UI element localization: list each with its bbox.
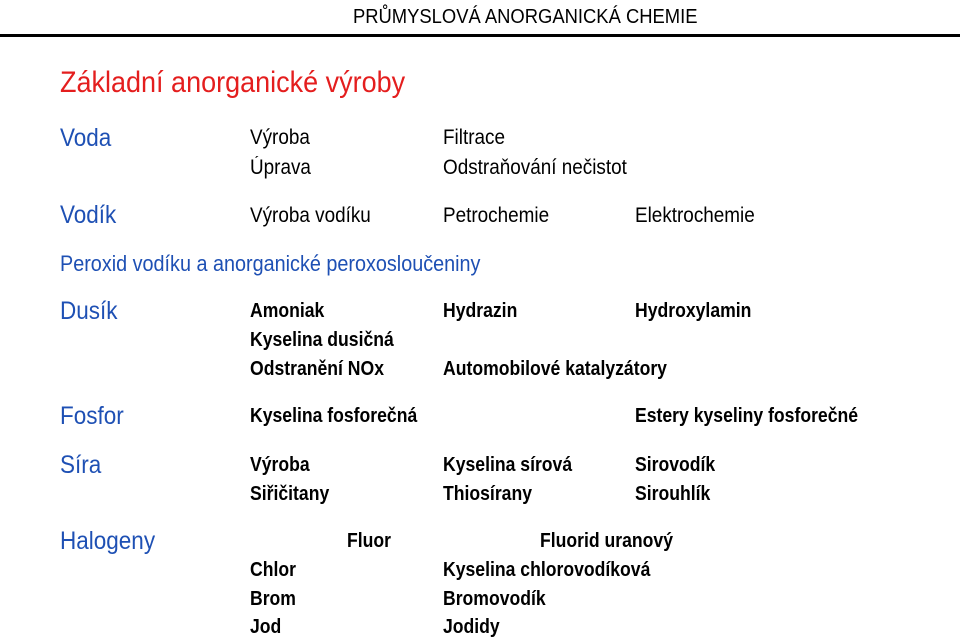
halogeny-item-fluor: Fluor <box>347 530 391 552</box>
voda-item-vyroba: Výroba <box>250 126 310 149</box>
vodik-item-petrochemie: Petrochemie <box>443 204 550 227</box>
sira-item-siricitany: Siřičitany <box>250 483 330 505</box>
section-sira-label: Síra <box>60 451 102 479</box>
sira-item-sirovodik: Sirovodík <box>635 454 716 476</box>
dusik-item-odstraneni-nox: Odstranění NOx <box>250 358 384 380</box>
dusik-item-hydrazin: Hydrazin <box>443 300 518 322</box>
page-title: Základní anorganické výroby <box>60 66 406 99</box>
vodik-item-elektrochemie: Elektrochemie <box>635 204 755 227</box>
fosfor-item-estery: Estery kyseliny fosforečné <box>635 405 859 427</box>
halogeny-item-chlor: Chlor <box>250 559 296 581</box>
section-halogeny-label: Halogeny <box>60 527 156 555</box>
section-voda-label: Voda <box>60 124 112 152</box>
halogeny-item-brom: Brom <box>250 588 296 610</box>
halogeny-item-jodidy: Jodidy <box>443 616 500 638</box>
section-peroxid-label: Peroxid vodíku a anorganické peroxosloučeniny <box>60 251 481 276</box>
section-vodik-label: Vodík <box>60 201 117 229</box>
sira-item-vyroba: Výroba <box>250 454 310 476</box>
section-fosfor-label: Fosfor <box>60 402 124 430</box>
sira-item-thiosirany: Thiosírany <box>443 483 533 505</box>
halogeny-item-kyselina-chlorovodikova: Kyselina chlorovodíková <box>443 559 651 581</box>
sira-item-kyselina-sirova: Kyselina sírová <box>443 454 573 476</box>
header-title: PRŮMYSLOVÁ ANORGANICKÁ CHEMIE <box>353 6 698 28</box>
dusik-item-amoniak: Amoniak <box>250 300 325 322</box>
header-rule <box>0 34 960 37</box>
dusik-item-hydroxylamin: Hydroxylamin <box>635 300 752 322</box>
voda-item-odstranovani: Odstraňování nečistot <box>443 156 627 179</box>
section-dusik-label: Dusík <box>60 297 118 325</box>
dusik-item-automobilove-katalyzatory: Automobilové katalyzátory <box>443 358 667 380</box>
vodik-item-vyroba: Výroba vodíku <box>250 204 371 227</box>
fosfor-item-kyselina-fosforecna: Kyselina fosforečná <box>250 405 418 427</box>
voda-item-filtrace: Filtrace <box>443 126 505 149</box>
halogeny-item-jod: Jod <box>250 616 282 638</box>
halogeny-item-bromovodik: Bromovodík <box>443 588 546 610</box>
voda-item-uprava: Úprava <box>250 156 311 179</box>
halogeny-item-fluorid-uranovy: Fluorid uranový <box>540 530 673 552</box>
sira-item-sirouhlik: Sirouhlík <box>635 483 711 505</box>
dusik-item-kyselina-dusicna: Kyselina dusičná <box>250 329 394 351</box>
